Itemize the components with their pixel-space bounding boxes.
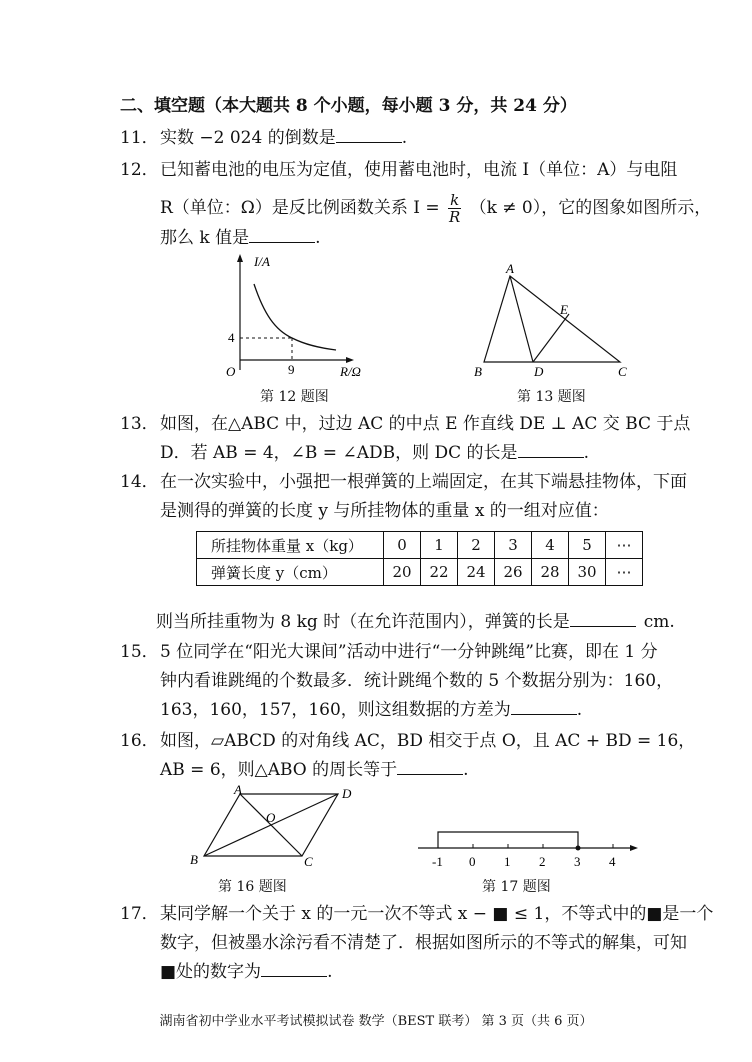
table-header-cell: 所挂物体重量 x（kg） bbox=[197, 532, 384, 559]
table-cell: ⋯ bbox=[606, 532, 643, 559]
question-text: 已知蓄电池的电压为定值，使用蓄电池时，电流 I（单位：A）与电阻 bbox=[160, 160, 678, 180]
punctuation: . bbox=[327, 962, 333, 982]
tick-label: 0 bbox=[469, 854, 476, 869]
answer-blank bbox=[518, 443, 584, 458]
figure-13-caption: 第 13 题图 bbox=[517, 389, 586, 405]
punctuation: . bbox=[315, 228, 321, 248]
point-c-label: C bbox=[304, 854, 313, 869]
point-d-label: D bbox=[534, 364, 544, 379]
table-header-cell: 弹簧长度 y（cm） bbox=[197, 559, 384, 586]
question-12-line2 bbox=[160, 192, 711, 225]
punctuation: . bbox=[401, 128, 408, 148]
section-title: 二、填空题（本大题共 8 个小题，每小题 3 分，共 24 分） bbox=[120, 96, 577, 116]
tick-label: -1 bbox=[432, 854, 443, 869]
tick-label: 4 bbox=[609, 854, 616, 869]
question-text: R（单位：Ω）是反比例函数关系 I = bbox=[160, 198, 440, 218]
answer-blank bbox=[249, 228, 315, 243]
table-cell: ⋯ bbox=[606, 559, 643, 586]
table-cell: 24 bbox=[458, 559, 495, 586]
table-cell: 4 bbox=[532, 532, 569, 559]
point-o-label: O bbox=[266, 810, 276, 825]
question-text: 在一次实验中，小强把一根弹簧的上端固定，在其下端悬挂物体，下面 bbox=[160, 472, 687, 492]
punctuation: . bbox=[583, 443, 589, 463]
fraction-numerator: k bbox=[450, 191, 460, 209]
table-cell: 1 bbox=[421, 532, 458, 559]
point-c-label: C bbox=[618, 364, 627, 379]
question-17-line3 bbox=[160, 962, 332, 982]
point-b-label: B bbox=[474, 364, 482, 379]
question-13-line1 bbox=[120, 414, 690, 434]
question-text: 实数 −2 024 的倒数是 bbox=[160, 128, 336, 148]
question-15-line1 bbox=[120, 642, 658, 662]
figure-12-caption: 第 12 题图 bbox=[260, 389, 329, 405]
question-text: 163，160，157，160，则这组数据的方差为 bbox=[160, 700, 511, 720]
question-11 bbox=[120, 128, 407, 148]
origin-label: O bbox=[226, 364, 236, 379]
figure-13-triangle bbox=[470, 262, 640, 380]
question-text: D．若 AB = 4，∠B = ∠ADB，则 DC 的长是 bbox=[160, 443, 518, 463]
question-number: 15． bbox=[120, 642, 159, 662]
figure-17-caption: 第 17 题图 bbox=[482, 879, 551, 895]
segment-de bbox=[533, 314, 569, 362]
question-text: 那么 k 值是 bbox=[160, 228, 250, 248]
figure-12-graph bbox=[220, 252, 370, 380]
x-axis-arrow-icon bbox=[346, 357, 354, 363]
punctuation: . bbox=[576, 700, 583, 720]
fraction-denominator: R bbox=[448, 208, 461, 226]
question-text: （k ≠ 0），它的图象如图所示， bbox=[469, 198, 712, 218]
diagonal-bd bbox=[204, 794, 338, 856]
question-14-line1 bbox=[120, 472, 687, 492]
page-footer: 湖南省初中学业水平考试模拟试卷 数学（BEST 联考） 第 3 页（共 6 页） bbox=[159, 1014, 593, 1029]
punctuation: . bbox=[463, 760, 469, 780]
table-cell: 5 bbox=[569, 532, 606, 559]
point-a-label: A bbox=[506, 262, 514, 276]
question-text: 5 位同学在“阳光大课间”活动中进行“一分钟跳绳”比赛，即在 1 分 bbox=[160, 642, 658, 662]
tick-label: 1 bbox=[504, 854, 511, 869]
figure-17-number-line bbox=[412, 826, 642, 872]
table-cell: 3 bbox=[495, 532, 532, 559]
question-number: 16． bbox=[120, 731, 159, 751]
point-d-label: D bbox=[342, 786, 352, 801]
table-cell: 20 bbox=[384, 559, 421, 586]
answer-blank bbox=[511, 700, 577, 715]
question-text: 是测得的弹簧的长度 y 与所挂物体的重量 x 的一组对应值： bbox=[160, 501, 609, 521]
table-cell: 0 bbox=[384, 532, 421, 559]
question-16-line1 bbox=[120, 731, 695, 751]
answer-blank bbox=[336, 128, 402, 143]
question-number: 13． bbox=[120, 414, 159, 434]
number-line-arrow-icon bbox=[630, 845, 638, 851]
table-cell: 26 bbox=[495, 559, 532, 586]
question-12-line3 bbox=[160, 228, 321, 248]
question-12-line1 bbox=[120, 160, 677, 180]
table-cell: 30 bbox=[569, 559, 606, 586]
question-text: 则当所挂重物为 8 kg 时（在允许范围内），弹簧的长是 bbox=[156, 612, 570, 632]
question-number: 14． bbox=[120, 472, 159, 492]
question-text: 如图，▱ABCD 的对角线 AC，BD 相交于点 O，且 AC + BD = 16， bbox=[160, 731, 696, 751]
question-16-line2 bbox=[160, 760, 469, 780]
question-text: 数字，但被墨水涂污看不清楚了．根据如图所示的不等式的解集，可知 bbox=[160, 933, 687, 953]
point-b-label: B bbox=[190, 852, 198, 867]
question-17-line1 bbox=[120, 904, 713, 924]
question-15-line2 bbox=[160, 671, 673, 691]
point-x-label: 9 bbox=[288, 362, 295, 377]
question-14-line2 bbox=[160, 501, 609, 521]
table-cell: 2 bbox=[458, 532, 495, 559]
spring-data-table bbox=[196, 531, 643, 586]
unit-label: cm. bbox=[643, 612, 675, 632]
y-axis-arrow-icon bbox=[237, 254, 243, 262]
question-text: 某同学解一个关于 x 的一元一次不等式 x − ■ ≤ 1，不等式中的■是一个 bbox=[160, 904, 714, 924]
question-15-line3 bbox=[160, 700, 582, 720]
figure-16-caption: 第 16 题图 bbox=[218, 879, 287, 895]
segment-ad bbox=[510, 276, 533, 362]
question-text: ■处的数字为 bbox=[160, 962, 262, 982]
table-row bbox=[197, 559, 643, 586]
table-cell: 22 bbox=[421, 559, 458, 586]
question-text: 如图，在△ABC 中，过边 AC 的中点 E 作直线 DE ⊥ AC 交 BC 于点 bbox=[160, 414, 691, 434]
table-row bbox=[197, 532, 643, 559]
answer-blank bbox=[397, 760, 463, 775]
fraction bbox=[448, 192, 461, 225]
hyperbola-curve bbox=[254, 284, 336, 350]
figure-16-parallelogram bbox=[184, 784, 360, 870]
answer-blank bbox=[261, 962, 327, 977]
point-y-label: 4 bbox=[228, 330, 235, 345]
answer-blank bbox=[570, 612, 636, 627]
point-e-label: E bbox=[560, 302, 568, 317]
x-axis-label: R/Ω bbox=[340, 364, 361, 379]
question-number: 12． bbox=[120, 160, 159, 180]
point-a-label: A bbox=[234, 784, 242, 797]
tick-label: 2 bbox=[539, 854, 546, 869]
question-number: 11． bbox=[120, 128, 159, 148]
y-axis-label: I/A bbox=[254, 254, 270, 269]
question-13-line2 bbox=[160, 443, 589, 463]
table-cell: 28 bbox=[532, 559, 569, 586]
question-number: 17． bbox=[120, 904, 159, 924]
question-text: 钟内看谁跳绳的个数最多．统计跳绳个数的 5 个数据分别为：160， bbox=[160, 671, 674, 691]
tick-label: 3 bbox=[574, 854, 581, 869]
question-14-line3 bbox=[156, 612, 675, 632]
triangle-abc bbox=[484, 276, 620, 362]
question-text: AB = 6，则△ABO 的周长等于 bbox=[160, 760, 398, 780]
question-17-line2 bbox=[160, 933, 687, 953]
